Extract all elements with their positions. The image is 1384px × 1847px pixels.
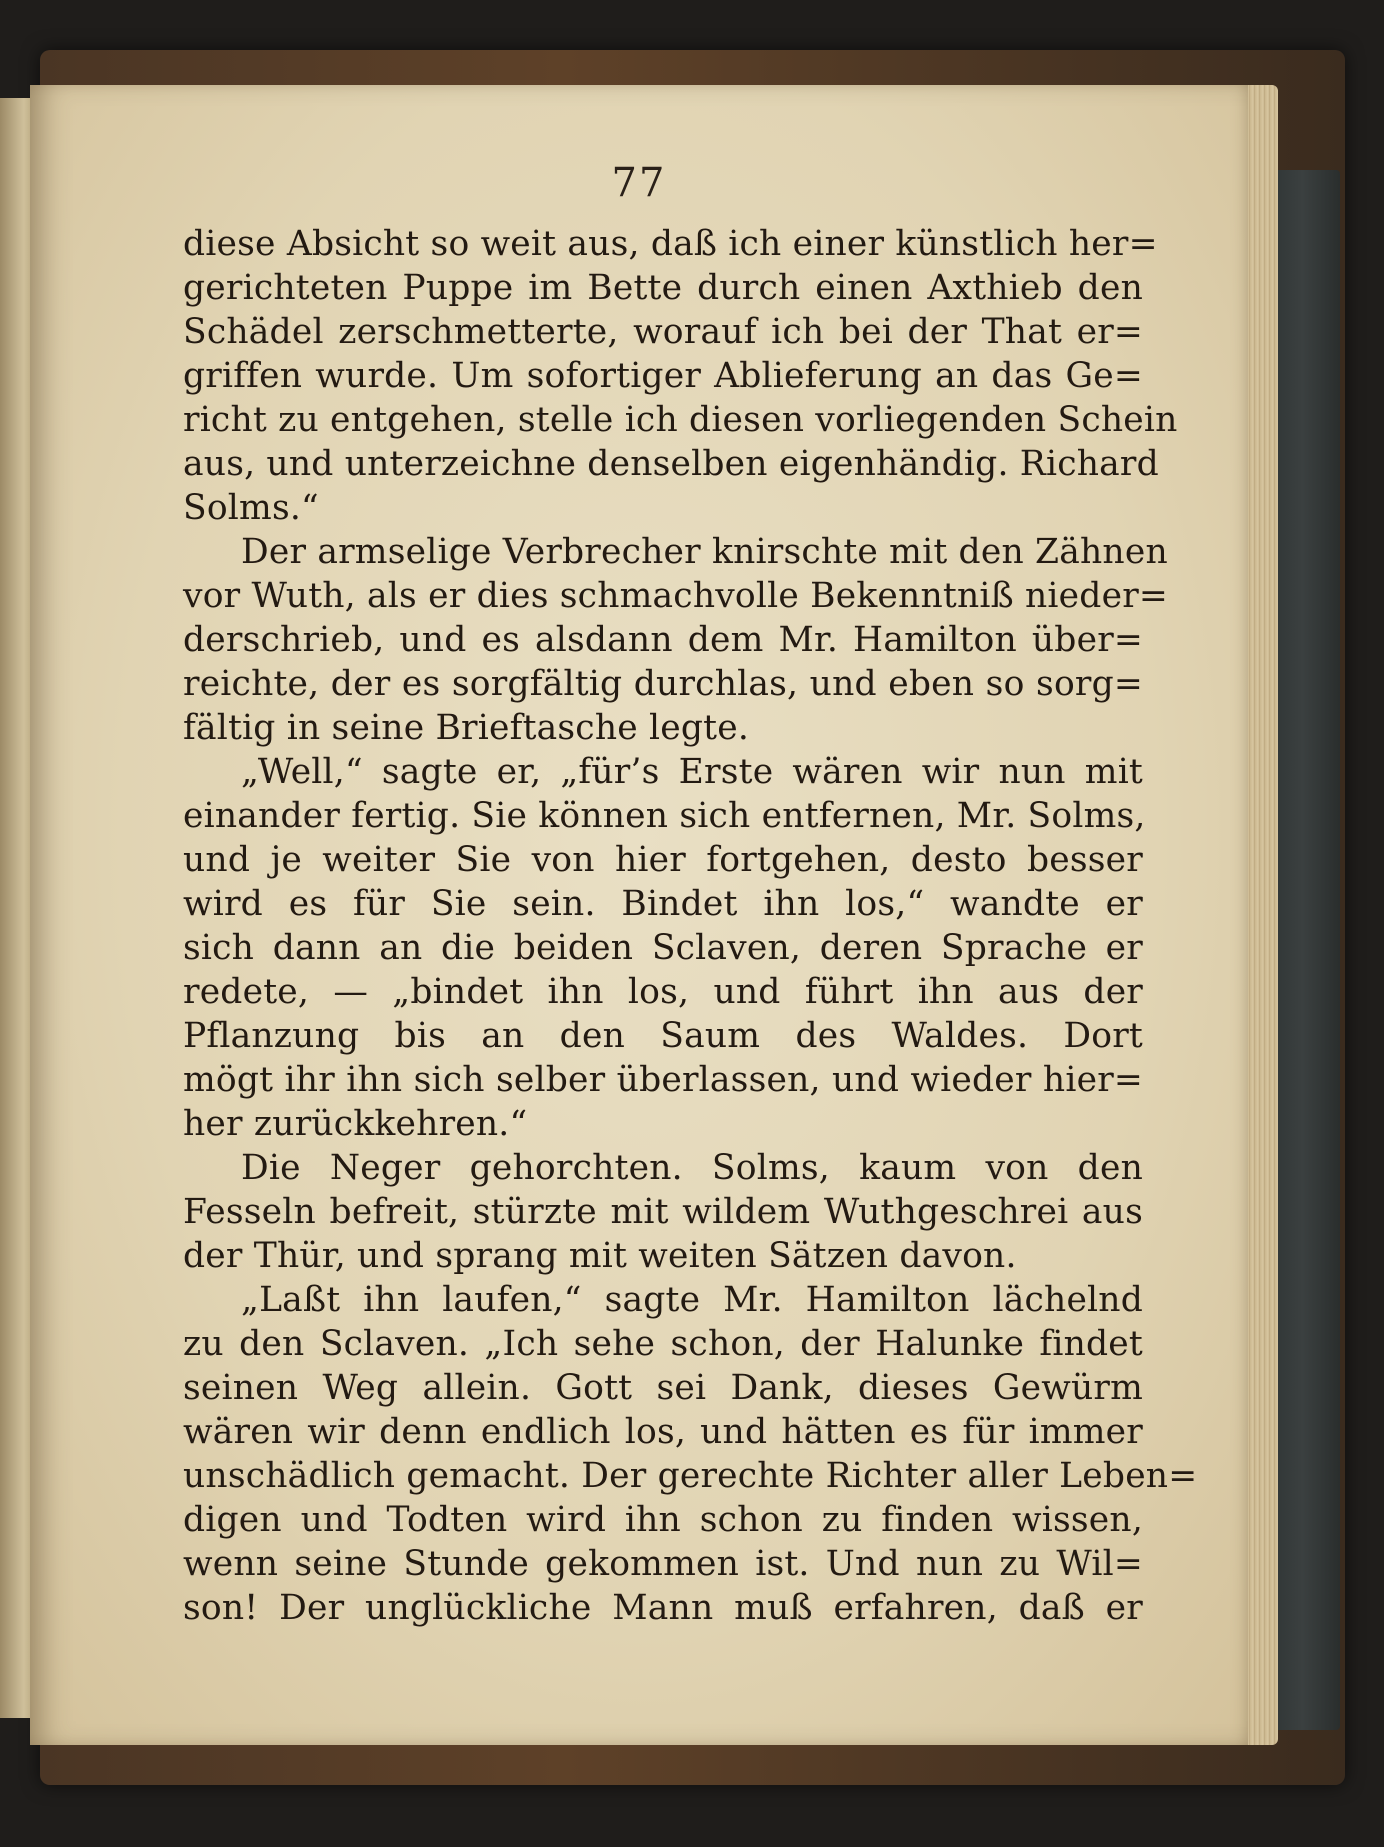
text-line: digen und Todten wird ihn schon zu finden wissen, <box>183 1500 1143 1540</box>
page-text <box>183 222 1198 1630</box>
facing-page-edge <box>0 98 34 1718</box>
text-line: vor Wuth, als er dies schmachvolle Bekenntniß nieder= <box>183 576 1168 616</box>
text-line: Die Neger gehorchten. Solms, kaum von den <box>241 1148 1143 1188</box>
text-line: Der armselige Verbrecher knirschte mit den Zähnen <box>241 532 1168 572</box>
text-line: „Laßt ihn laufen,“ sagte Mr. Hamilton lächelnd <box>241 1280 1143 1320</box>
text-line: der Thür, und sprang mit weiten Sätzen davon. <box>183 1236 1017 1276</box>
text-line: wird es für Sie sein. Bindet ihn los,“ wandte er <box>183 884 1143 924</box>
text-line: griffen wurde. Um sofortiger Ablieferung an das Ge= <box>183 356 1143 396</box>
text-line: redete, — „bindet ihn los, und führt ihn aus der <box>183 972 1143 1012</box>
text-line: diese Absicht so weit aus, daß ich einer künstlich her= <box>183 224 1158 264</box>
text-line: son! Der unglückliche Mann muß erfahren, daß er <box>183 1588 1143 1628</box>
text-line: sich dann an die beiden Sclaven, deren Sprache er <box>183 928 1143 968</box>
text-line: Schädel zerschmetterte, worauf ich bei der That er= <box>183 312 1143 352</box>
text-line: gerichteten Puppe im Bette durch einen Axthieb den <box>183 268 1143 308</box>
text-line: wenn seine Stunde gekommen ist. Und nun zu Wil= <box>183 1544 1143 1584</box>
text-line: wären wir denn endlich los, und hätten es für immer <box>183 1412 1143 1452</box>
text-line: mögt ihr ihn sich selber überlassen, und wieder hier= <box>183 1060 1143 1100</box>
text-line: seinen Weg allein. Gott sei Dank, dieses Gewürm <box>183 1368 1143 1408</box>
text-line: Fesseln befreit, stürzte mit wildem Wuthgeschrei aus <box>183 1192 1143 1232</box>
text-line: derschrieb, und es alsdann dem Mr. Hamilton über= <box>183 620 1143 660</box>
text-line: einander fertig. Sie können sich entfernen, Mr. Solms, <box>183 796 1146 836</box>
text-line: Pflanzung bis an den Saum des Waldes. Dort <box>183 1016 1143 1056</box>
text-line: fältig in seine Brieftasche legte. <box>183 708 750 748</box>
text-line: Solms.“ <box>183 488 319 528</box>
text-line: unschädlich gemacht. Der gerechte Richter aller Leben= <box>183 1456 1198 1496</box>
text-line: aus, und unterzeichne denselben eigenhändig. Richard <box>183 444 1159 484</box>
text-line: reichte, der es sorgfältig durchlas, und eben so sorg= <box>183 664 1143 704</box>
text-line: zu den Sclaven. „Ich sehe schon, der Halunke findet <box>183 1324 1143 1364</box>
text-line: und je weiter Sie von hier fortgehen, desto besser <box>183 840 1143 880</box>
text-line: „Well,“ sagte er, „für’s Erste wären wir nun mit <box>241 752 1143 792</box>
page-number: 77 <box>611 160 667 206</box>
text-line: richt zu entgehen, stelle ich diesen vorliegenden Schein <box>183 400 1178 440</box>
text-line: her zurückkehren.“ <box>183 1104 528 1144</box>
